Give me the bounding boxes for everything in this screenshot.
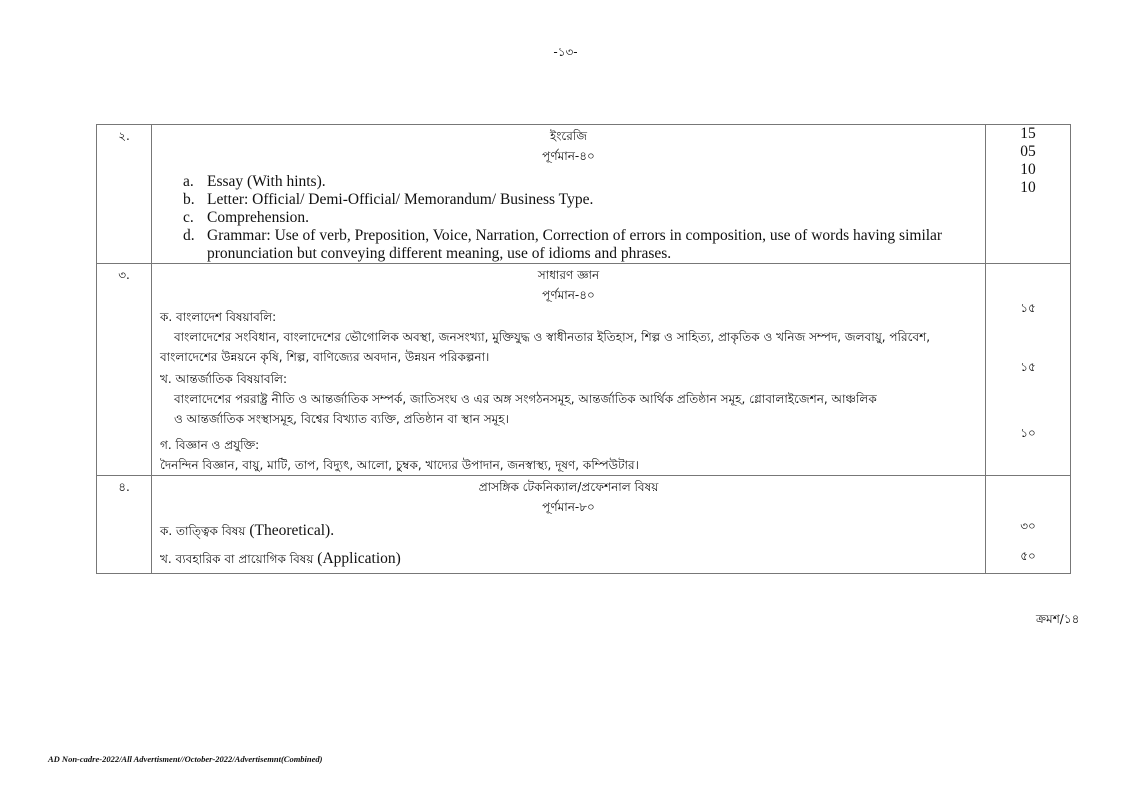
marks-cell-english <box>986 125 1071 264</box>
marks-value: 10 <box>1020 161 1036 178</box>
serial-number: ৩. <box>97 264 152 476</box>
subject-cell-general-knowledge <box>152 264 986 476</box>
marks-value: ৩০ <box>1020 519 1036 533</box>
subsection-text: ও আন্তর্জাতিক সংস্থাসমূহ, বিশ্বের বিখ্যাত ব্যক্তি, প্রতিষ্ঠান বা স্থান সমূহ। <box>174 412 509 426</box>
serial-number: ৪. <box>97 476 152 574</box>
subject-cell-technical <box>152 476 986 574</box>
list-item-continuation: pronunciation but conveying different meaning, use of idioms and phrases. <box>207 245 672 262</box>
subject-cell-english <box>152 125 986 264</box>
page-number: -১৩- <box>553 45 578 59</box>
table-row-technical <box>97 476 1071 574</box>
marks-value: 10 <box>1020 179 1036 196</box>
list-item: c. Comprehension. <box>183 209 310 226</box>
subsection-text: দৈনন্দিন বিজ্ঞান, বায়ু, মাটি, তাপ, বিদ্যুৎ, আলো, চুম্বক, খাদ্যের উপাদান, জনস্বাস্থ্য, দূষণ, কম্পিউটার। <box>160 458 639 472</box>
subsection-theoretical: ক. তাত্ত্বিক বিষয় (Theoretical). <box>160 522 335 539</box>
full-marks: পূর্ণমান-৪০ <box>542 149 595 163</box>
english-topic-list <box>152 173 985 263</box>
syllabus-table <box>96 124 1071 574</box>
marks-value: ৫০ <box>1020 549 1036 563</box>
table-row-english <box>97 125 1071 264</box>
marks-value: ১৫ <box>1020 360 1036 374</box>
marks-value: ১০ <box>1020 426 1036 440</box>
marks-value: ১৫ <box>1020 301 1036 315</box>
serial-number: ২. <box>97 125 152 264</box>
section-title: সাধারণ জ্ঞান <box>537 268 600 282</box>
full-marks: পূর্ণমান-৪০ <box>542 288 595 302</box>
full-marks: পূর্ণমান-৮০ <box>542 500 595 514</box>
subsection-heading: গ. বিজ্ঞান ও প্রযুক্তি: <box>160 438 260 452</box>
list-item: d. Grammar: Use of verb, Preposition, Voice, Narration, Correction of errors in composition, use of words having similar <box>183 227 943 244</box>
marks-cell-technical <box>986 476 1071 574</box>
subsection-heading: ক. বাংলাদেশ বিষয়াবলি: <box>160 310 277 324</box>
section-title: প্রাসঙ্গিক টেকনিক্যাল/প্রফেশনাল বিষয় <box>478 480 659 494</box>
subsection-text: বাংলাদেশের পররাষ্ট্র নীতি ও আন্তর্জাতিক সম্পর্ক, জাতিসংঘ ও এর অঙ্গ সংগঠনসমূহ, আন্তর্জাতিক আর্থিক প্রতিষ্ঠান সমূহ, গ্লোবালাইজেশন, আঞ্চলিক <box>174 392 877 406</box>
footer-path: AD Non-cadre-2022/All Advertisment//October-2022/Advertisemnt(Combined) <box>48 754 323 764</box>
subsection-text: বাংলাদেশের সংবিধান, বাংলাদেশের ভৌগোলিক অবস্থা, জনসংখ্যা, মুক্তিযুদ্ধ ও স্বাধীনতার ইতিহাস, শিল্প ও সাহিত্য, প্রাকৃতিক ও খনিজ সম্পদ, জলবায়ু, পরিবেশ, <box>174 330 931 344</box>
table-row-general-knowledge <box>97 264 1071 476</box>
list-item: a. Essay (With hints). <box>183 173 326 190</box>
list-item: b. Letter: Official/ Demi-Official/ Memorandum/ Business Type. <box>183 191 594 208</box>
subsection-heading: খ. আন্তর্জাতিক বিষয়াবলি: <box>160 372 288 386</box>
marks-value: 05 <box>1020 143 1036 160</box>
subsection-text: বাংলাদেশের উন্নয়নে কৃষি, শিল্প, বাণিজ্যের অবদান, উন্নয়ন পরিকল্পনা। <box>160 350 490 364</box>
marks-value: 15 <box>1020 125 1036 142</box>
continued-marker: ক্রমশ/১৪ <box>1036 612 1080 626</box>
marks-cell-general-knowledge <box>986 264 1071 476</box>
subsection-application: খ. ব্যবহারিক বা প্রায়োগিক বিষয় (Application) <box>160 550 401 567</box>
section-title: ইংরেজি <box>550 129 587 143</box>
